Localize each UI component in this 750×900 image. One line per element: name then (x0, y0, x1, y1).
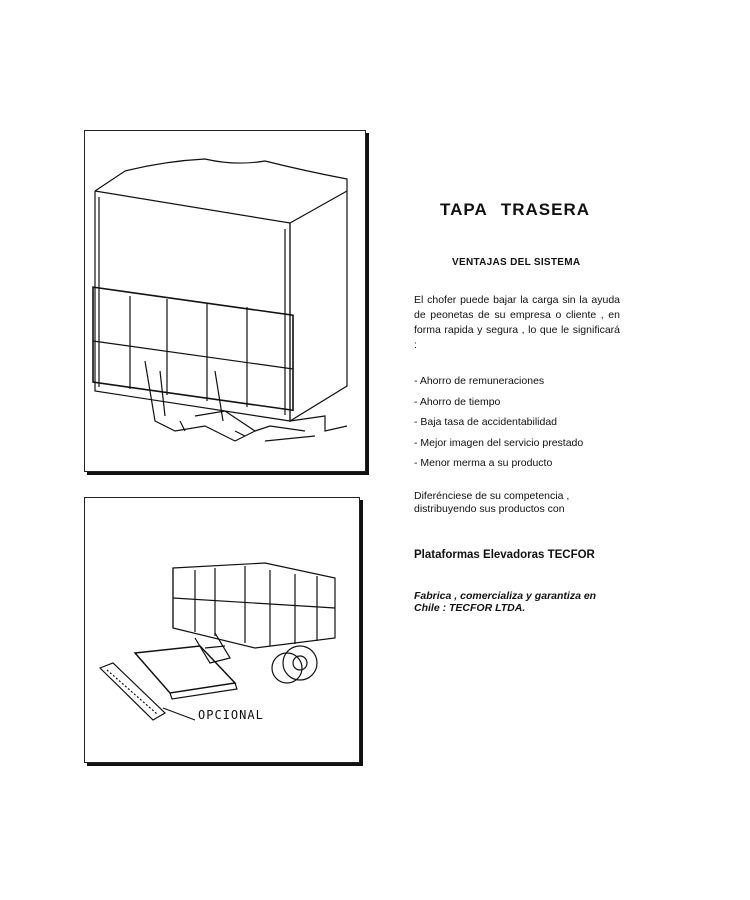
maker-text: Fabrica , comercializa y garantiza en Chile : TECFOR LTDA. (414, 590, 597, 614)
benefit-item: - Menor merma a su producto (414, 457, 553, 469)
intro-paragraph: El chofer puede bajar la carga sin la ayuda de peonetas de su empresa o cliente , en forma rapida y segura , lo que le significará : (414, 294, 620, 351)
differentiation-text: Diferénciese de su competencia , distribuyendo sus productos con (414, 490, 570, 515)
optional-label: OPCIONAL (198, 708, 264, 722)
benefit-item: - Mejor imagen del servicio prestado (414, 436, 584, 449)
benefit-item: - Baja tasa de accidentabilidad (414, 416, 558, 428)
illustration-platform-lift (84, 497, 360, 763)
truck-platform-lift-icon (85, 498, 359, 762)
benefit-item: - Ahorro de tiempo (414, 395, 501, 408)
brand-name: Plataformas Elevadoras TECFOR (414, 549, 595, 561)
section-subtitle: VENTAJAS DEL SISTEMA (452, 257, 581, 268)
illustration-tailgate-lift (84, 130, 366, 472)
benefit-item: - Ahorro de remuneraciones (414, 375, 545, 387)
page-title: TAPA TRASERA (440, 200, 591, 219)
truck-tailgate-lift-icon (85, 131, 365, 471)
benefits-list (414, 375, 583, 478)
